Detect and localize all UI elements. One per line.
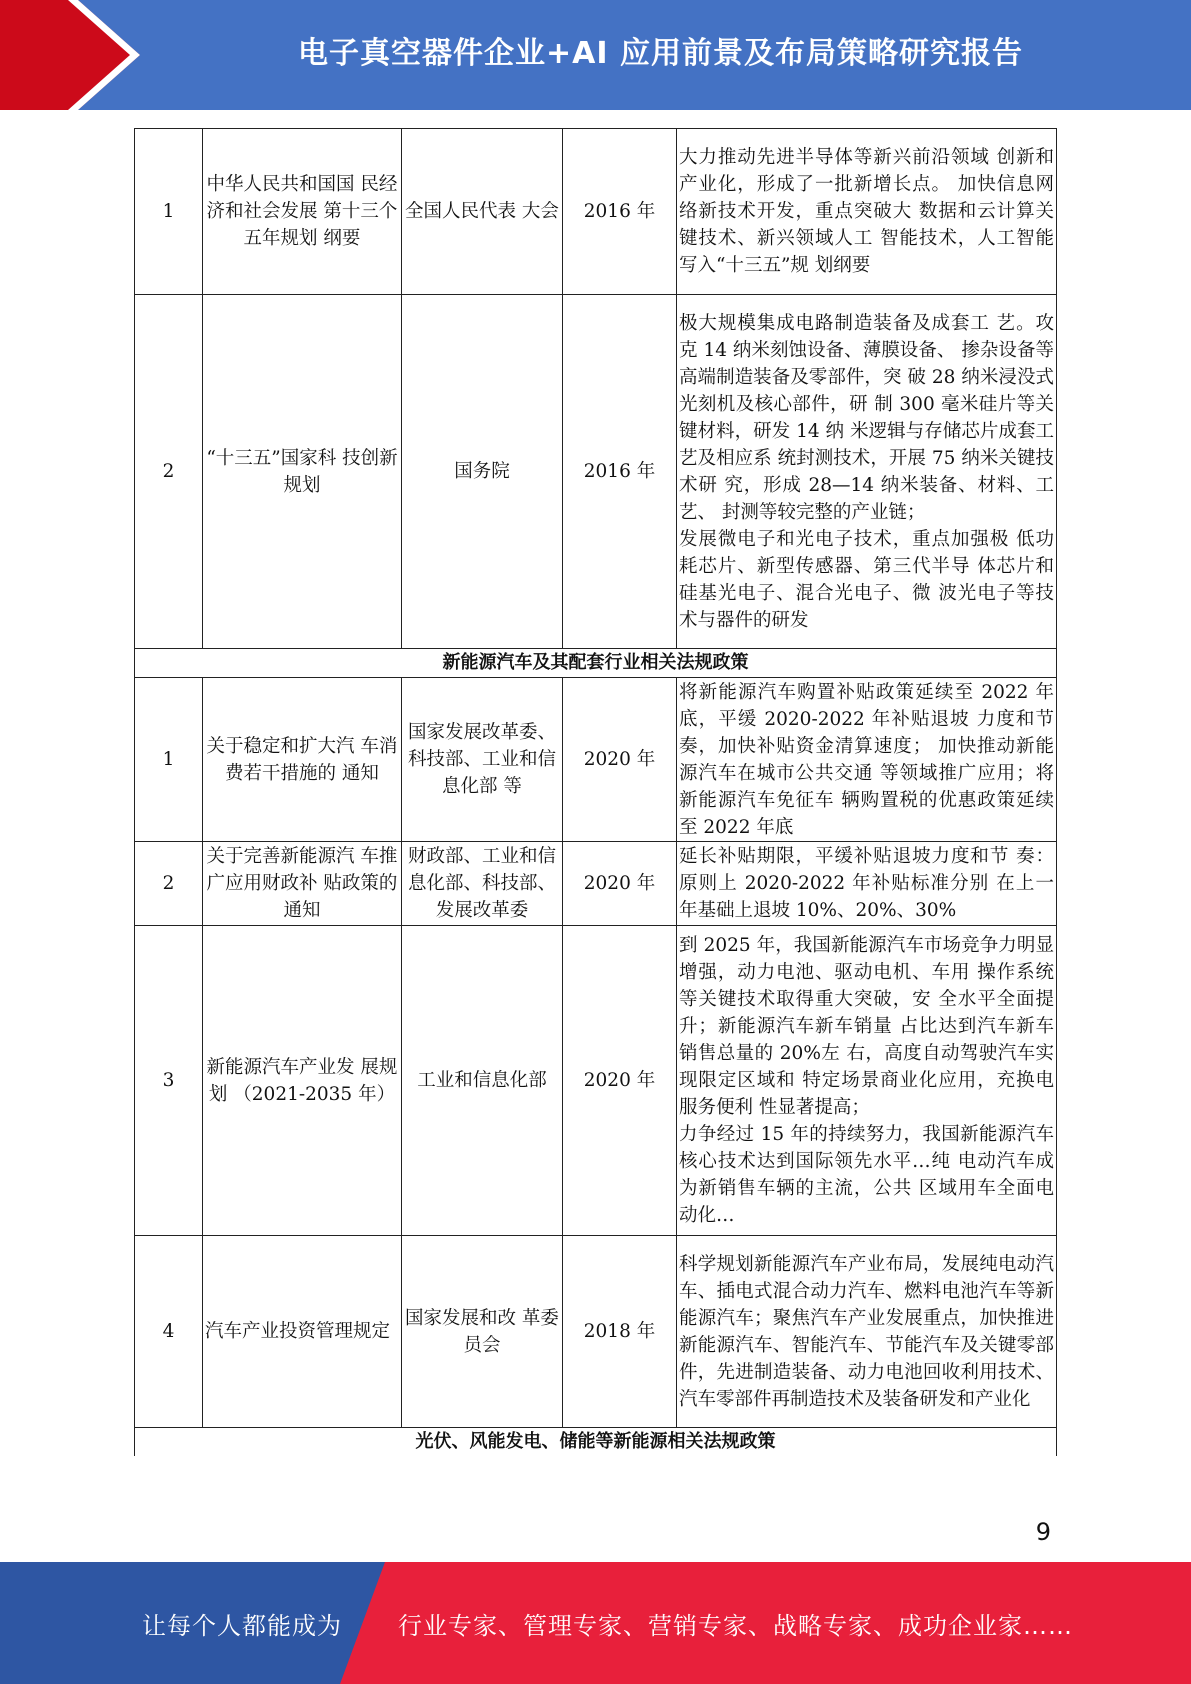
policy-name: 汽车产业投资管理规定: [203, 1236, 402, 1428]
row-number: 4: [135, 1236, 203, 1428]
report-title: 电子真空器件企业+AI 应用前景及布局策略研究报告: [298, 36, 1023, 71]
policy-year: 2020 年: [563, 926, 677, 1236]
policy-year: 2020 年: [563, 678, 677, 842]
page-header: [0, 0, 1191, 110]
table-row: [135, 842, 1057, 926]
policy-content: [677, 295, 1057, 649]
policy-year: 2018 年: [563, 1236, 677, 1428]
policy-issuer: 财政部、工业和信息化部、科技部、发展改革委: [402, 842, 563, 926]
content-paragraph: 极大规模集成电路制造装备及成套工 艺。攻克 14 纳米刻蚀设备、薄膜设备、 掺杂设备等高端制造装备及零部件，突 破 28 纳米浸没式光刻机及核心部件，研 制 300 毫米硅片等关键材料，研发 14 纳 米逻辑与存储芯片成套工艺及相应系 统封测技术，开展 75 纳米关键技术研 究，形成 28—14 纳米装备、材料、工艺、 封测等较完整的产业链；: [679, 312, 1054, 523]
table-row: [135, 129, 1057, 295]
policy-issuer: 工业和信息化部: [402, 926, 563, 1236]
table-row: [135, 1236, 1057, 1428]
content-paragraph: 力争经过 15 年的持续努力，我国新能源汽车核心技术达到国际领先水平…纯 电动汽车成为新销售车辆的主流，公共 区域用车全面电动化…: [679, 1124, 1054, 1226]
section-title: 光伏、风能发电、储能等新能源相关法规政策: [135, 1428, 1057, 1457]
policy-year: 2016 年: [563, 129, 677, 295]
content-paragraph: 将新能源汽车购置补贴政策延续至 2022 年底，平缓 2020-2022 年补贴退坡 力度和节奏，加快补贴资金清算速度； 加快推动新能源汽车在城市公共交通 等领域推广应用；将新能源汽车免征车 辆购置税的优惠政策延续至 2022 年底: [679, 681, 1055, 838]
policy-issuer: 全国人民代表 大会: [402, 129, 563, 295]
policy-issuer: 国务院: [402, 295, 563, 649]
section-title: 新能源汽车及其配套行业相关法规政策: [135, 649, 1057, 678]
policy-content: [677, 678, 1057, 842]
section-header-row: [135, 649, 1057, 678]
row-number: 3: [135, 926, 203, 1236]
header-red-chevron: [0, 0, 140, 110]
policy-content: [677, 926, 1057, 1236]
section-header-row: [135, 1428, 1057, 1457]
content-paragraph: 延长补贴期限，平缓补贴退坡力度和节 奏：原则上 2020-2022 年补贴标准分别 在上一年基础上退坡 10%、20%、30%: [679, 846, 1054, 921]
policy-issuer: 国家发展和改 革委员会: [402, 1236, 563, 1428]
policy-content: [677, 842, 1057, 926]
policy-name: 新能源汽车产业发 展规划 （2021-2035 年）: [203, 926, 402, 1236]
content-paragraph: 发展微电子和光电子技术，重点加强极 低功耗芯片、新型传感器、第三代半导 体芯片和硅基光电子、混合光电子、微 波光电子等技术与器件的研发: [679, 528, 1054, 631]
table-row: [135, 926, 1057, 1236]
policy-name: 关于稳定和扩大汽 车消费若干措施的 通知: [203, 678, 402, 842]
page-number: 9: [1035, 1518, 1051, 1546]
content-paragraph: 大力推动先进半导体等新兴前沿领域 创新和产业化，形成了一批新增长点。 加快信息网络新技术开发，重点突破大 数据和云计算关键技术、新兴领域人工 智能技术，人工智能写入“十三五”规 划纲要: [679, 147, 1054, 276]
table-row: [135, 678, 1057, 842]
policy-content: [677, 129, 1057, 295]
row-number: 2: [135, 842, 203, 926]
policy-name: “十三五”国家科 技创新规划: [203, 295, 402, 649]
content-paragraph: 到 2025 年，我国新能源汽车市场竞争力明显增强，动力电池、驱动电机、车用 操作系统等关键技术取得重大突破，安 全水平全面提升；新能源汽车新车销量 占比达到汽车新车销售总量的 20%左 右，高度自动驾驶汽车实现限定区域和 特定场景商业化应用，充换电服务便利 性显著提高；: [679, 935, 1054, 1118]
policy-name: 中华人民共和国国 民经济和社会发展 第十三个五年规划 纲要: [203, 129, 402, 295]
page-footer: [0, 1562, 1191, 1684]
row-number: 2: [135, 295, 203, 649]
content-paragraph: 科学规划新能源汽车产业布局，发展纯电动汽车、插电式混合动力汽车、燃料电池汽车等新能源汽车；聚焦汽车产业发展重点，加快推进新能源汽车、智能汽车、节能汽车及关键零部件，先进制造装备、动力电池回收利用技术、汽车零部件再制造技术及装备研发和产业化: [679, 1253, 1054, 1410]
policy-name: 关于完善新能源汽 车推广应用财政补 贴政策的通知: [203, 842, 402, 926]
policy-year: 2016 年: [563, 295, 677, 649]
policy-year: 2020 年: [563, 842, 677, 926]
policy-content: [677, 1236, 1057, 1428]
footer-slogan-left: 让每个人都能成为: [142, 1612, 342, 1640]
row-number: 1: [135, 129, 203, 295]
table-row: [135, 295, 1057, 649]
footer-slogan-right: 行业专家、管理专家、营销专家、战略专家、成功企业家……: [398, 1612, 1073, 1640]
row-number: 1: [135, 678, 203, 842]
policy-issuer: 国家发展改革委、科技部、工业和信息化部 等: [402, 678, 563, 842]
policy-table: [134, 128, 1057, 1456]
